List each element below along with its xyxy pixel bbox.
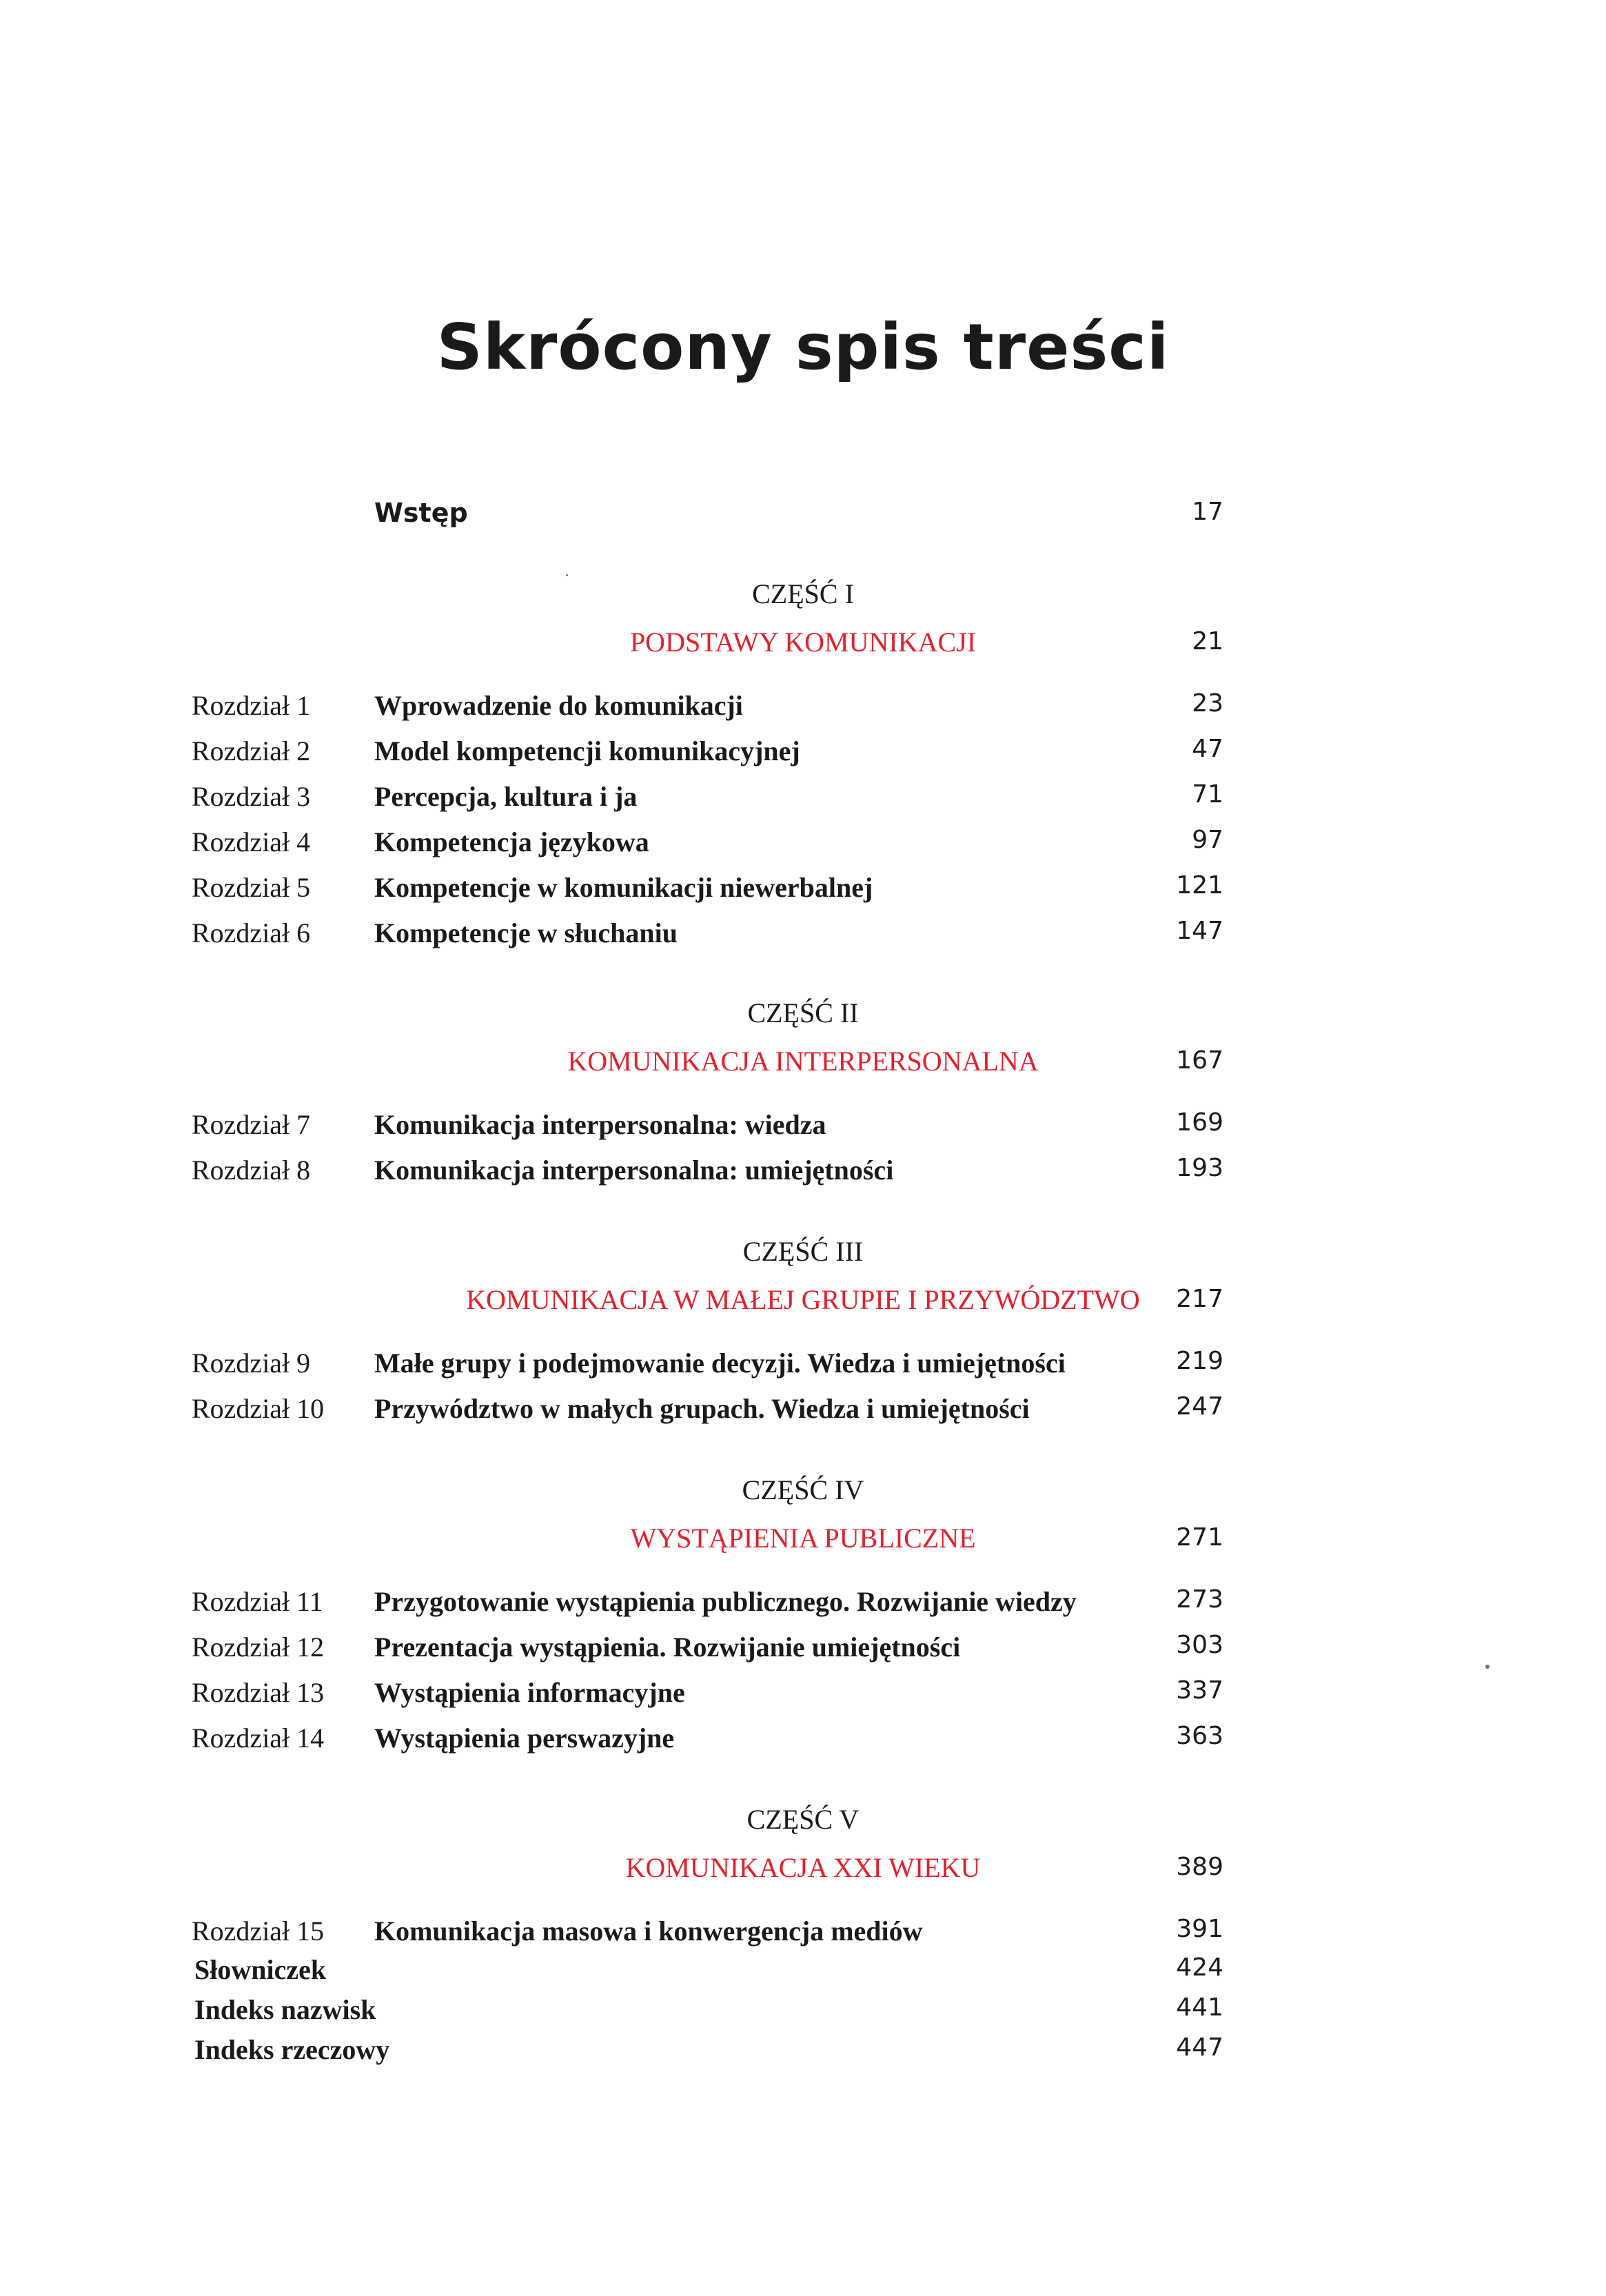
chapter-title: Kompetencje w słuchaniu bbox=[374, 917, 678, 948]
chapter-title: Wystąpienia perswazyjne bbox=[374, 1723, 675, 1754]
backmatter-page: 441 bbox=[1176, 1993, 1223, 2022]
toc-entry-chapter-9 bbox=[0, 1347, 1606, 1395]
chapter-label: Rozdział 14 bbox=[192, 1723, 325, 1754]
toc-entry-chapter-14 bbox=[0, 1722, 1606, 1770]
chapter-label: Rozdział 13 bbox=[192, 1677, 325, 1708]
toc-entry-chapter-2 bbox=[0, 735, 1606, 783]
chapter-page: 169 bbox=[1176, 1108, 1223, 1137]
chapter-page: 247 bbox=[1176, 1392, 1223, 1421]
chapter-page: 193 bbox=[1176, 1154, 1223, 1182]
chapter-title: Model kompetencji komunikacyjnej bbox=[374, 735, 800, 766]
chapter-title: Przygotowanie wystąpienia publicznego. Rozwijanie wiedzy bbox=[374, 1586, 1077, 1617]
toc-entry-chapter-4 bbox=[0, 826, 1606, 874]
chapter-label: Rozdział 15 bbox=[192, 1916, 325, 1947]
page-title: Skrócony spis treści bbox=[436, 310, 1170, 384]
chapter-page: 303 bbox=[1176, 1631, 1223, 1659]
chapter-title: Małe grupy i podejmowanie decyzji. Wiedza i umiejętności bbox=[374, 1348, 1066, 1379]
part-5-page: 389 bbox=[1176, 1853, 1223, 1881]
chapter-page: 391 bbox=[1176, 1915, 1223, 1943]
chapter-page: 147 bbox=[1176, 917, 1223, 945]
toc-entry-chapter-11 bbox=[0, 1585, 1606, 1634]
chapter-page: 121 bbox=[1176, 871, 1223, 900]
backmatter-title: Indeks nazwisk bbox=[194, 1994, 376, 2025]
chapter-title: Przywództwo w małych grupach. Wiedza i umiejętności bbox=[374, 1393, 1030, 1424]
scan-speck bbox=[566, 574, 568, 576]
chapter-page: 23 bbox=[1192, 689, 1223, 718]
chapter-label: Rozdział 11 bbox=[192, 1586, 323, 1617]
chapter-label: Rozdział 4 bbox=[192, 826, 311, 857]
chapter-label: Rozdział 3 bbox=[192, 781, 311, 812]
chapter-page: 337 bbox=[1176, 1676, 1223, 1705]
toc-entry-chapter-5 bbox=[0, 871, 1606, 920]
toc-entry-chapter-13 bbox=[0, 1676, 1606, 1725]
toc-entry-chapter-1 bbox=[0, 689, 1606, 738]
chapter-page: 273 bbox=[1176, 1585, 1223, 1614]
intro-page: 17 bbox=[1192, 498, 1223, 526]
chapter-label: Rozdział 12 bbox=[192, 1632, 325, 1663]
toc-entry-subject-index bbox=[0, 2033, 1606, 2082]
part-2-page: 167 bbox=[1176, 1046, 1223, 1075]
chapter-title: Kompetencja językowa bbox=[374, 826, 649, 857]
backmatter-page: 447 bbox=[1176, 2033, 1223, 2062]
chapter-label: Rozdział 6 bbox=[192, 917, 311, 948]
chapter-title: Wystąpienia informacyjne bbox=[374, 1677, 685, 1708]
backmatter-page: 424 bbox=[1176, 1953, 1223, 1982]
chapter-page: 363 bbox=[1176, 1722, 1223, 1750]
chapter-title: Percepcja, kultura i ja bbox=[374, 781, 638, 812]
chapter-page: 97 bbox=[1192, 826, 1223, 854]
toc-entry-chapter-8 bbox=[0, 1154, 1606, 1202]
part-2-title: KOMUNIKACJA INTERPERSONALNA bbox=[567, 1046, 1039, 1077]
chapter-title: Prezentacja wystąpienia. Rozwijanie umiejętności bbox=[374, 1632, 961, 1663]
backmatter-title: Słowniczek bbox=[194, 1954, 327, 1985]
part-1-heading: CZĘŚĆ I bbox=[752, 578, 854, 609]
toc-entry-chapter-7 bbox=[0, 1108, 1606, 1157]
chapter-label: Rozdział 8 bbox=[192, 1155, 311, 1186]
part-1-page: 21 bbox=[1192, 627, 1223, 656]
chapter-title: Komunikacja interpersonalna: umiejętności bbox=[374, 1155, 894, 1186]
chapter-page: 71 bbox=[1192, 780, 1223, 809]
chapter-title: Komunikacja interpersonalna: wiedza bbox=[374, 1109, 826, 1140]
part-3-page: 217 bbox=[1176, 1285, 1223, 1313]
chapter-label: Rozdział 10 bbox=[192, 1393, 325, 1424]
part-4-page: 271 bbox=[1176, 1523, 1223, 1552]
part-5-heading: CZĘŚĆ V bbox=[746, 1804, 860, 1835]
intro-title: Wstęp bbox=[374, 498, 468, 528]
toc-entry-chapter-12 bbox=[0, 1631, 1606, 1679]
chapter-title: Komunikacja masowa i konwergencja mediów bbox=[374, 1916, 923, 1947]
part-4-heading: CZĘŚĆ IV bbox=[742, 1474, 864, 1505]
chapter-title: Wprowadzenie do komunikacji bbox=[374, 690, 743, 721]
toc-entry-chapter-6 bbox=[0, 917, 1606, 965]
part-4-title: WYSTĄPIENIA PUBLICZNE bbox=[630, 1523, 976, 1554]
toc-entry-chapter-10 bbox=[0, 1392, 1606, 1441]
chapter-page: 47 bbox=[1192, 735, 1223, 763]
chapter-label: Rozdział 7 bbox=[192, 1109, 311, 1140]
part-2-heading: CZĘŚĆ II bbox=[747, 997, 859, 1028]
chapter-title: Kompetencje w komunikacji niewerbalnej bbox=[374, 872, 873, 903]
part-5-title: KOMUNIKACJA XXI WIEKU bbox=[625, 1852, 981, 1883]
part-3-title: KOMUNIKACJA W MAŁEJ GRUPIE I PRZYWÓDZTWO bbox=[466, 1284, 1140, 1315]
chapter-page: 219 bbox=[1176, 1347, 1223, 1375]
part-1-title: PODSTAWY KOMUNIKACJI bbox=[629, 627, 977, 658]
chapter-label: Rozdział 2 bbox=[192, 735, 311, 766]
toc-entry-chapter-3 bbox=[0, 780, 1606, 829]
part-3-heading: CZĘŚĆ III bbox=[742, 1236, 864, 1267]
chapter-label: Rozdział 9 bbox=[192, 1348, 311, 1379]
backmatter-title: Indeks rzeczowy bbox=[194, 2034, 390, 2065]
scan-speck bbox=[1485, 1665, 1490, 1669]
toc-entry-intro bbox=[0, 498, 1606, 546]
chapter-label: Rozdział 5 bbox=[192, 872, 311, 903]
chapter-label: Rozdział 1 bbox=[192, 690, 311, 721]
